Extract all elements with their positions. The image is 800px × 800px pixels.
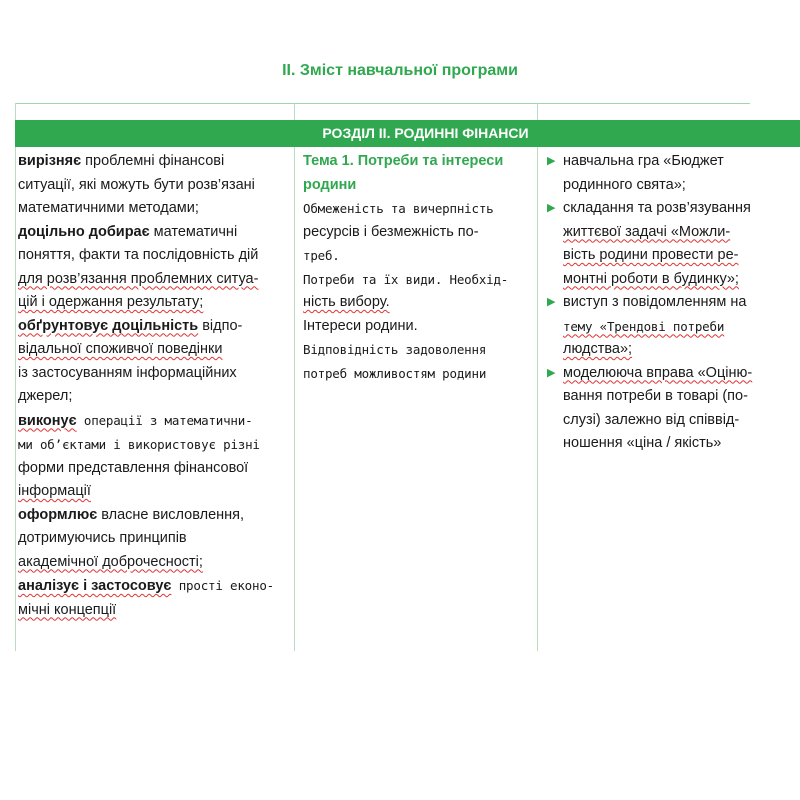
text: людства»; — [563, 341, 633, 357]
text: дотримуючись принципів — [18, 530, 187, 546]
column-divider-1 — [294, 103, 295, 651]
text: життєвої задачі «Можли- — [563, 223, 731, 240]
activities-column — [545, 150, 795, 456]
content-column — [303, 150, 529, 385]
verb: вирізняє — [18, 153, 82, 169]
text: тему «Трендові потреби — [563, 318, 725, 334]
text: проблемні фінансові — [81, 153, 225, 169]
outcomes-column — [18, 150, 288, 622]
text: інформації — [18, 483, 91, 499]
text: математичними методами; — [18, 200, 199, 216]
text: треб. — [303, 248, 340, 263]
text: Обмеженість та вичерпність — [303, 201, 494, 216]
text: вість родини провести ре- — [563, 247, 739, 263]
text: форми представлення фінансової — [18, 459, 249, 476]
text: власне висловлення, — [97, 506, 245, 523]
verb: доцільно добирає — [18, 223, 150, 240]
triangle-bullet-icon: ▶ — [547, 202, 556, 214]
text: академічної доброчесності; — [18, 553, 203, 570]
text: поняття, факти та послідовність дій — [18, 247, 259, 263]
topic-title: Тема 1. Потреби та інтереси — [303, 153, 504, 169]
text: ношення «ціна / якість» — [563, 435, 722, 451]
text: Потреби та їх види. Необхід- — [303, 271, 509, 287]
text: монтні роботи в будинку»; — [563, 270, 739, 287]
section-title: РОЗДІЛ ІІ. РОДИННІ ФІНАНСИ — [322, 125, 529, 141]
text: відпо- — [198, 317, 243, 334]
text: для розв’язання проблемних ситуа- — [18, 270, 259, 287]
text: моделююча вправа «Оціню- — [563, 364, 753, 381]
text: слузі) залежно від співвід- — [563, 411, 740, 428]
text: складання та розв’язування — [563, 200, 751, 216]
text: потреб можливостям родини — [303, 365, 487, 381]
list-item — [545, 362, 795, 456]
text: навчальна гра «Бюджет — [563, 153, 724, 169]
list-item — [545, 291, 795, 362]
text: джерел; — [18, 388, 73, 404]
verb: аналізує і застосовує — [18, 578, 172, 594]
section-bar — [15, 120, 800, 147]
triangle-bullet-icon: ▶ — [547, 366, 556, 379]
triangle-bullet-icon: ▶ — [547, 155, 556, 167]
page-title: II. Зміст навчальної програми — [282, 62, 518, 79]
text: ність вибору. — [303, 294, 390, 310]
text: математичні — [149, 223, 238, 240]
text: ресурсів і безмежність по- — [303, 223, 479, 240]
text: Відповідність задоволення — [303, 342, 487, 357]
text: мічні концепції — [18, 601, 117, 618]
verb: обґрунтовує доцільність — [18, 317, 199, 334]
list-item — [545, 150, 795, 197]
text: родинного свята»; — [563, 176, 686, 193]
header-divider — [15, 103, 750, 104]
text: вання потреби в товарі (по- — [563, 388, 748, 404]
text: відальної споживчої поведінки — [18, 341, 223, 357]
text: Інтереси родини. — [303, 317, 418, 334]
topic-title: родини — [303, 176, 357, 193]
column-divider-left — [15, 103, 16, 651]
text: ситуації, які можуть бути розв’язані — [18, 176, 255, 193]
list-item — [545, 197, 795, 291]
column-divider-2 — [537, 103, 538, 651]
triangle-bullet-icon: ▶ — [547, 296, 556, 308]
text: прості еконо- — [171, 578, 274, 593]
verb: оформлює — [18, 506, 98, 523]
text: ми об’єктами і використовує різні — [18, 437, 260, 452]
text: виступ з повідомленням на — [563, 294, 747, 310]
text: із застосуванням інформаційних — [18, 364, 237, 381]
text: цій і одержання результату; — [18, 294, 204, 310]
text: операції з математични- — [76, 412, 253, 428]
verb: виконує — [18, 412, 77, 429]
